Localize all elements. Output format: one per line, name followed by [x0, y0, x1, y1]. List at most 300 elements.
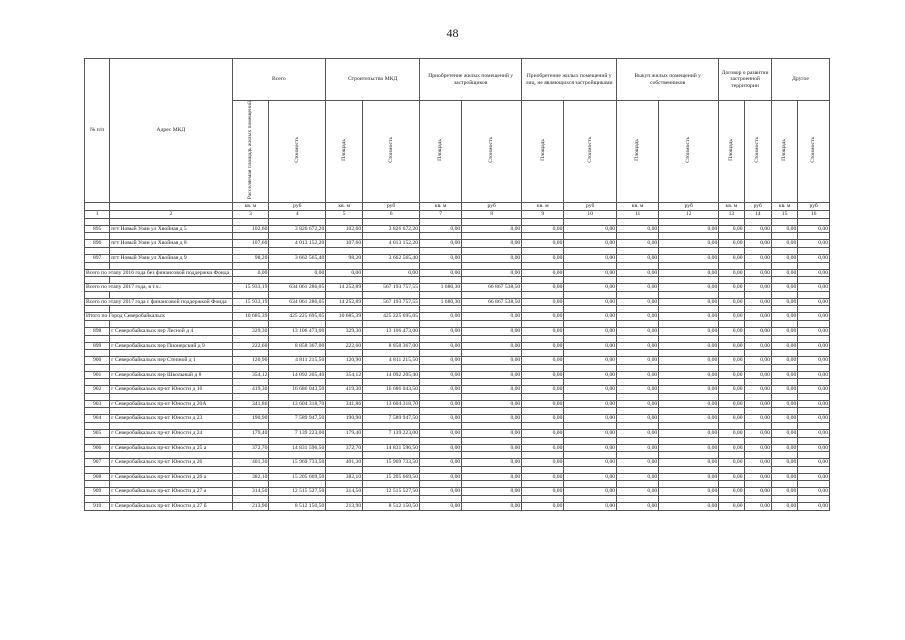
- row-value: 0,00: [744, 269, 771, 277]
- row-value: 314,50: [232, 488, 269, 496]
- column-number: 3: [232, 210, 269, 218]
- row-value: 0,00: [617, 503, 659, 511]
- summary-row: [85, 313, 830, 321]
- row-value: 0,00: [719, 327, 744, 335]
- resettlement-table: [84, 58, 830, 511]
- row-value: 0,00: [798, 298, 830, 306]
- row-value: 0,00: [522, 284, 564, 292]
- table-body: [85, 218, 830, 510]
- row-value: 0,00: [744, 298, 771, 306]
- row-address: пгт Новый Уоян ул Хвойная д 9: [110, 254, 232, 262]
- row-value: 0,00: [771, 473, 797, 481]
- row-value: 8 512 150,50: [363, 503, 420, 511]
- row-value: 4 811 215,50: [363, 357, 420, 365]
- row-value: 0,00: [522, 386, 564, 394]
- row-value: 4 013 152,20: [363, 240, 420, 248]
- row-value: 213,90: [232, 503, 269, 511]
- row-value: 0,00: [564, 488, 617, 496]
- group-header: Другое: [771, 59, 829, 101]
- row-value: 0,00: [522, 400, 564, 408]
- row-value: 0,00: [420, 254, 462, 262]
- table-row: [85, 400, 830, 408]
- row-value: 0,00: [269, 269, 326, 277]
- subheader-area: Площадь: [617, 101, 659, 203]
- row-value: 0,00: [420, 327, 462, 335]
- row-value: 0,00: [420, 371, 462, 379]
- row-value: 8 858 367,00: [269, 342, 326, 350]
- table-row: [85, 488, 830, 496]
- row-spacer: [85, 364, 830, 371]
- row-spacer: [85, 452, 830, 459]
- row-value: 0,00: [659, 386, 719, 394]
- row-value: 0,00: [798, 503, 830, 511]
- row-address: г Северобайкальск пр-кт Юности д 27 б: [110, 503, 232, 511]
- row-spacer: [85, 218, 830, 225]
- column-number: 10: [564, 210, 617, 218]
- row-spacer: [85, 247, 830, 254]
- row-value: 0,00: [744, 284, 771, 292]
- row-value: 0,00: [522, 371, 564, 379]
- row-value: 0,00: [798, 327, 830, 335]
- row-address: г Северобайкальск пр-кт Юности д 26: [110, 459, 232, 467]
- row-index: 901: [85, 371, 110, 379]
- row-value: 0,00: [564, 327, 617, 335]
- row-value: 0,00: [798, 269, 830, 277]
- row-value: 0,00: [771, 371, 797, 379]
- subheader-cost: Стоимость: [659, 101, 719, 203]
- table-row: [85, 459, 830, 467]
- column-number: 13: [719, 210, 744, 218]
- row-value: 13 106 473,00: [269, 327, 326, 335]
- summary-label: Итого по Город Северобайкальск: [85, 313, 233, 321]
- row-value: 329,30: [326, 327, 363, 335]
- subheader-cost: Стоимость: [363, 101, 420, 203]
- row-value: 0,00: [522, 269, 564, 277]
- row-value: 0,00: [798, 488, 830, 496]
- row-value: 1 680,30: [420, 298, 462, 306]
- row-value: 3 826 672,20: [269, 225, 326, 233]
- subheader-area: Площадь: [326, 101, 363, 203]
- page-number: 48: [446, 26, 459, 40]
- row-value: 3 826 672,20: [363, 225, 420, 233]
- row-value: 0,00: [617, 240, 659, 248]
- row-address: г Северобайкальск пр-кт Юности д 24: [110, 430, 232, 438]
- row-address: г Северобайкальск пер Пионерский д 9: [110, 342, 232, 350]
- row-value: 0,00: [564, 313, 617, 321]
- row-value: 0,00: [564, 240, 617, 248]
- row-value: 0,00: [744, 254, 771, 262]
- row-value: 0,00: [617, 459, 659, 467]
- column-number: 9: [522, 210, 564, 218]
- row-spacer: [85, 262, 830, 269]
- row-value: 0,00: [462, 342, 522, 350]
- unit-rub: руб: [269, 202, 326, 210]
- row-value: 0,00: [798, 415, 830, 423]
- row-index: 903: [85, 400, 110, 408]
- row-value: 401,30: [326, 459, 363, 467]
- row-value: 0,00: [719, 459, 744, 467]
- row-value: 0,00: [744, 313, 771, 321]
- row-value: 0,00: [659, 430, 719, 438]
- row-value: 0,00: [798, 473, 830, 481]
- row-value: 372,70: [232, 444, 269, 452]
- row-value: 0,00: [462, 430, 522, 438]
- row-value: 0,00: [798, 459, 830, 467]
- unit-sq: кв. м: [719, 202, 744, 210]
- row-index: 908: [85, 473, 110, 481]
- row-value: 0,00: [617, 284, 659, 292]
- column-numbers-row: [85, 210, 830, 218]
- row-value: 98,20: [232, 254, 269, 262]
- subheader-cost: Стоимость: [798, 101, 830, 203]
- summary-row: [85, 269, 830, 277]
- row-spacer: [85, 277, 830, 284]
- row-value: 0,00: [771, 284, 797, 292]
- table-row: [85, 415, 830, 423]
- row-value: 354,12: [326, 371, 363, 379]
- row-value: 354,12: [232, 371, 269, 379]
- row-value: 0,00: [564, 298, 617, 306]
- row-value: 0,00: [522, 415, 564, 423]
- row-index: 895: [85, 225, 110, 233]
- row-value: 4 811 215,50: [269, 357, 326, 365]
- row-index: 900: [85, 357, 110, 365]
- row-address: г Северобайкальск пер Степной д 1: [110, 357, 232, 365]
- subheader-area: Площадь: [420, 101, 462, 203]
- row-value: 0,00: [420, 386, 462, 394]
- group-header: Всего: [232, 59, 326, 101]
- row-value: 190,90: [326, 415, 363, 423]
- row-value: 7 589 947,50: [269, 415, 326, 423]
- row-value: 0,00: [522, 313, 564, 321]
- col-address-header: Адрес МКД: [110, 59, 232, 203]
- row-value: 0,00: [420, 444, 462, 452]
- row-value: 0,00: [522, 459, 564, 467]
- row-value: 0,00: [771, 415, 797, 423]
- row-value: 634 061 286,05: [269, 298, 326, 306]
- subheader-cost: Стоимость: [564, 101, 617, 203]
- row-value: 0,00: [771, 240, 797, 248]
- row-index: 896: [85, 240, 110, 248]
- row-spacer: [85, 233, 830, 240]
- summary-label: Всего по этапу 2016 года без финансовой поддержки Фонда: [85, 269, 233, 277]
- row-value: 0,00: [719, 386, 744, 394]
- summary-label: Всего по этапу 2017 года с финансовой поддержкой Фонда: [85, 298, 233, 306]
- unit-rub: руб: [564, 202, 617, 210]
- row-spacer: [85, 335, 830, 342]
- subheader-cost: Стоимость: [744, 101, 771, 203]
- row-value: 0,00: [617, 386, 659, 394]
- row-value: 419,30: [326, 386, 363, 394]
- row-value: 0,00: [564, 225, 617, 233]
- row-value: 190,90: [232, 415, 269, 423]
- row-value: 14 831 596,50: [269, 444, 326, 452]
- row-value: 0,00: [462, 400, 522, 408]
- row-value: 0,00: [462, 473, 522, 481]
- column-number: 5: [326, 210, 363, 218]
- column-number: 12: [659, 210, 719, 218]
- row-value: 0,00: [564, 284, 617, 292]
- row-value: 0,00: [744, 240, 771, 248]
- row-value: 0,00: [522, 240, 564, 248]
- row-value: 0,00: [659, 473, 719, 481]
- subheader-area: Площадь: [522, 101, 564, 203]
- row-value: 0,00: [659, 254, 719, 262]
- table-row: [85, 444, 830, 452]
- row-value: 0,00: [420, 342, 462, 350]
- row-index: 909: [85, 488, 110, 496]
- row-value: 14 092 205,40: [269, 371, 326, 379]
- row-value: 0,00: [798, 313, 830, 321]
- table-row: [85, 473, 830, 481]
- row-value: 0,00: [771, 430, 797, 438]
- row-value: 0,00: [462, 327, 522, 335]
- row-value: 0,00: [798, 386, 830, 394]
- row-value: 0,00: [420, 357, 462, 365]
- row-value: 0,00: [771, 342, 797, 350]
- row-value: 0,00: [522, 488, 564, 496]
- unit-sq: кв. м: [232, 202, 269, 210]
- row-address: г Северобайкальск пр-кт Юности д 20А: [110, 400, 232, 408]
- table-row: [85, 254, 830, 262]
- row-value: 0,00: [771, 400, 797, 408]
- subheader-resettled-area: Расселяемая площадь жилых помещений: [232, 101, 269, 203]
- row-value: 179,40: [232, 430, 269, 438]
- row-value: 13 106 473,00: [363, 327, 420, 335]
- subheader-area: Площадь: [719, 101, 744, 203]
- row-value: 13 604 318,70: [363, 400, 420, 408]
- row-value: 0,00: [420, 459, 462, 467]
- row-value: 0,00: [564, 342, 617, 350]
- row-value: 0,00: [771, 503, 797, 511]
- row-value: 0,00: [771, 357, 797, 365]
- row-value: 0,00: [798, 444, 830, 452]
- summary-row: [85, 298, 830, 306]
- row-value: 0,00: [798, 371, 830, 379]
- row-value: 0,00: [744, 473, 771, 481]
- row-value: 0,00: [617, 357, 659, 365]
- row-value: 0,00: [744, 503, 771, 511]
- row-value: 0,00: [420, 473, 462, 481]
- row-value: 0,00: [719, 254, 744, 262]
- row-value: 0,00: [744, 342, 771, 350]
- row-value: 0,00: [719, 488, 744, 496]
- unit-sq: кв. м: [420, 202, 462, 210]
- row-value: 0,00: [564, 371, 617, 379]
- row-value: 372,70: [326, 444, 363, 452]
- row-value: 222,60: [232, 342, 269, 350]
- row-value: 382,10: [232, 473, 269, 481]
- subheader-cost: Стоимость: [462, 101, 522, 203]
- column-number: 14: [744, 210, 771, 218]
- row-value: 0,00: [522, 430, 564, 438]
- row-value: 0,00: [798, 342, 830, 350]
- row-value: 8 858 367,00: [363, 342, 420, 350]
- row-value: 0,00: [462, 313, 522, 321]
- row-value: 567 193 757,55: [363, 284, 420, 292]
- row-value: 0,00: [617, 254, 659, 262]
- row-value: 0,00: [462, 459, 522, 467]
- row-value: 16 686 043,50: [363, 386, 420, 394]
- row-value: 0,00: [522, 254, 564, 262]
- row-value: 15 933,19: [232, 298, 269, 306]
- row-value: 0,00: [744, 415, 771, 423]
- row-value: 0,00: [659, 313, 719, 321]
- unit-rub: руб: [363, 202, 420, 210]
- row-value: 0,00: [617, 415, 659, 423]
- row-value: 0,00: [462, 386, 522, 394]
- row-value: 0,00: [659, 327, 719, 335]
- row-value: 0,00: [232, 269, 269, 277]
- row-value: 0,00: [798, 254, 830, 262]
- row-value: 0,00: [522, 298, 564, 306]
- row-value: 0,00: [659, 459, 719, 467]
- row-value: 0,00: [771, 444, 797, 452]
- row-index: 898: [85, 327, 110, 335]
- row-index: 899: [85, 342, 110, 350]
- row-value: 0,00: [564, 400, 617, 408]
- row-index: 904: [85, 415, 110, 423]
- row-value: 0,00: [744, 400, 771, 408]
- table-row: [85, 503, 830, 511]
- row-value: 0,00: [719, 298, 744, 306]
- row-value: 3 662 565,40: [269, 254, 326, 262]
- row-value: 0,00: [564, 357, 617, 365]
- unit-rub: руб: [659, 202, 719, 210]
- row-value: 0,00: [719, 313, 744, 321]
- column-number: 8: [462, 210, 522, 218]
- row-value: 0,00: [462, 269, 522, 277]
- row-value: 329,30: [232, 327, 269, 335]
- row-value: 179,40: [326, 430, 363, 438]
- row-address: г Северобайкальск пер Школьный д 8: [110, 371, 232, 379]
- row-value: 0,00: [617, 444, 659, 452]
- row-value: 0,00: [744, 371, 771, 379]
- column-number: 7: [420, 210, 462, 218]
- row-value: 120,90: [232, 357, 269, 365]
- row-value: 0,00: [462, 488, 522, 496]
- row-value: 15 969 733,50: [269, 459, 326, 467]
- row-address: г Северобайкальск пр-кт Юности д 16: [110, 386, 232, 394]
- unit-sq: кв. м: [771, 202, 797, 210]
- row-address: пгт Новый Уоян ул Хвойная д 8: [110, 240, 232, 248]
- row-value: 0,00: [798, 284, 830, 292]
- row-value: 7 139 223,00: [269, 430, 326, 438]
- table-header: [85, 59, 830, 219]
- row-value: 0,00: [771, 386, 797, 394]
- row-value: 0,00: [659, 400, 719, 408]
- table-row: [85, 327, 830, 335]
- row-value: 382,10: [326, 473, 363, 481]
- group-header: Строительство МКД: [326, 59, 420, 101]
- column-number: 6: [363, 210, 420, 218]
- row-value: 0,00: [771, 225, 797, 233]
- row-value: 0,00: [659, 298, 719, 306]
- row-value: 401,30: [232, 459, 269, 467]
- row-value: 14 092 205,40: [363, 371, 420, 379]
- table-row: [85, 386, 830, 394]
- row-value: 0,00: [617, 400, 659, 408]
- row-value: 0,00: [564, 415, 617, 423]
- row-value: 0,00: [564, 386, 617, 394]
- group-header: Выкуп жилых помещений у собственников: [617, 59, 719, 101]
- row-value: 4 013 152,20: [269, 240, 326, 248]
- row-spacer: [85, 350, 830, 357]
- row-value: 14 831 596,50: [363, 444, 420, 452]
- row-value: 98,20: [326, 254, 363, 262]
- row-value: 0,00: [659, 225, 719, 233]
- row-value: 0,00: [617, 473, 659, 481]
- row-value: 0,00: [564, 459, 617, 467]
- table-row: [85, 342, 830, 350]
- row-address: г Северобайкальск пер Лесной д 4: [110, 327, 232, 335]
- row-value: 0,00: [522, 503, 564, 511]
- row-value: 10 685,39: [326, 313, 363, 321]
- row-spacer: [85, 291, 830, 298]
- row-value: 0,00: [462, 357, 522, 365]
- row-value: 1 680,30: [420, 284, 462, 292]
- row-value: 107,60: [232, 240, 269, 248]
- row-value: 0,00: [744, 225, 771, 233]
- row-spacer: [85, 408, 830, 415]
- row-value: 107,60: [326, 240, 363, 248]
- row-value: 0,00: [719, 503, 744, 511]
- table-row: [85, 240, 830, 248]
- row-value: 0,00: [564, 430, 617, 438]
- group-header: Договор о развитии застроенной территории: [719, 59, 772, 101]
- column-number: 4: [269, 210, 326, 218]
- units-row: [85, 202, 830, 210]
- row-value: 0,00: [564, 503, 617, 511]
- row-spacer: [85, 466, 830, 473]
- row-value: 0,00: [659, 342, 719, 350]
- row-value: 0,00: [462, 415, 522, 423]
- table-row: [85, 357, 830, 365]
- row-spacer: [85, 481, 830, 488]
- row-value: 0,00: [719, 430, 744, 438]
- row-value: 7 589 947,50: [363, 415, 420, 423]
- row-address: г Северобайкальск пр-кт Юности д 26 а: [110, 473, 232, 481]
- row-value: 0,00: [659, 371, 719, 379]
- row-value: 0,00: [617, 313, 659, 321]
- row-value: 15 205 669,50: [269, 473, 326, 481]
- row-value: 12 515 527,50: [363, 488, 420, 496]
- row-value: 0,00: [659, 269, 719, 277]
- row-value: 0,00: [564, 473, 617, 481]
- row-value: 13 604 318,70: [269, 400, 326, 408]
- row-value: 0,00: [462, 240, 522, 248]
- row-value: 0,00: [744, 327, 771, 335]
- row-value: 0,00: [420, 400, 462, 408]
- table-row: [85, 430, 830, 438]
- row-index: 906: [85, 444, 110, 452]
- row-value: 0,00: [798, 357, 830, 365]
- row-value: 0,00: [798, 430, 830, 438]
- row-value: 0,00: [420, 430, 462, 438]
- row-value: 0,00: [420, 225, 462, 233]
- row-value: 0,00: [719, 284, 744, 292]
- row-value: 0,00: [522, 342, 564, 350]
- row-value: 102,60: [232, 225, 269, 233]
- row-value: 0,00: [617, 488, 659, 496]
- row-value: 0,00: [771, 488, 797, 496]
- row-value: 0,00: [719, 371, 744, 379]
- row-value: 0,00: [564, 269, 617, 277]
- row-value: 222,60: [326, 342, 363, 350]
- row-value: 0,00: [744, 488, 771, 496]
- row-value: 0,00: [659, 503, 719, 511]
- row-value: 0,00: [719, 400, 744, 408]
